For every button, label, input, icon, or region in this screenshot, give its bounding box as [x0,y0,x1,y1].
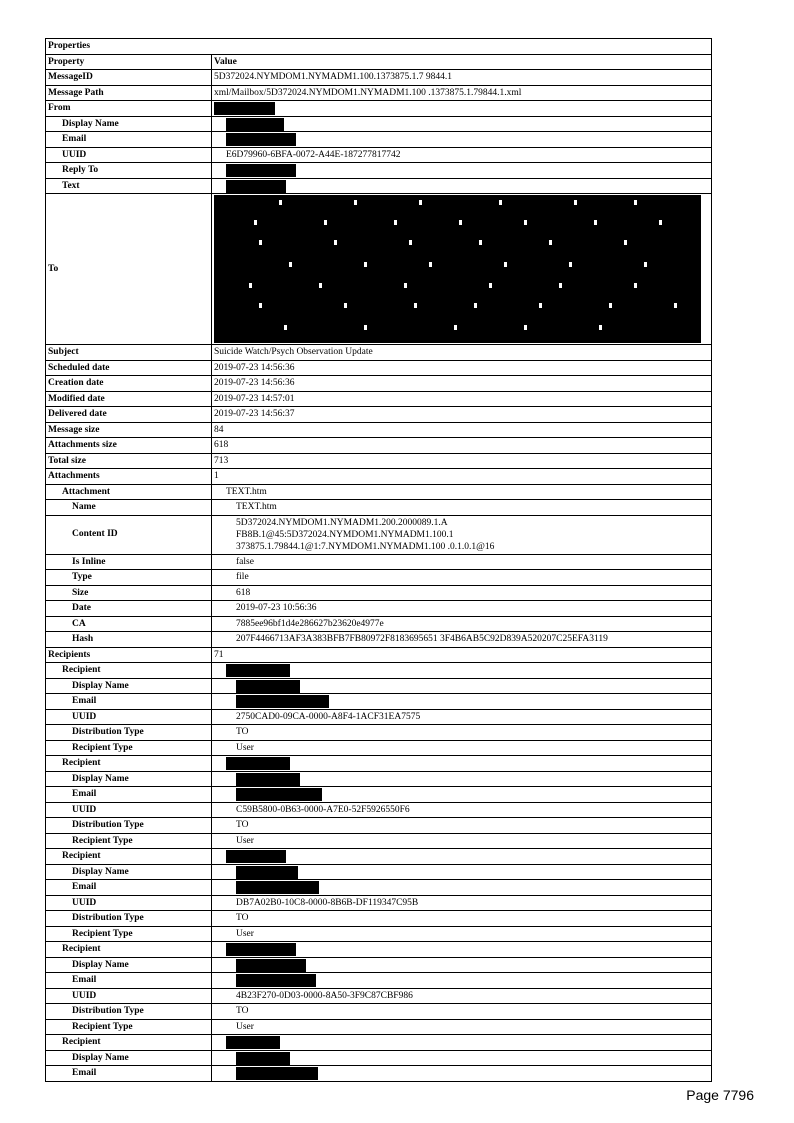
table-row [45,194,712,345]
recipients-count-value: 71 [214,649,224,660]
table-row [45,148,712,164]
table-row [45,485,712,501]
recipient-type-value: User [236,1021,254,1032]
recipient-value [212,849,711,864]
recipient-email-value [212,880,711,895]
table-row [45,1020,712,1036]
content-id-line: 373875.1.79844.1@1:7.NYMDOM1.NYMADM1.100 .0.1.0.1@16 [236,541,495,552]
table-row [45,101,712,117]
redaction-block [226,118,284,131]
row-label: Attachments [46,469,212,484]
header-row [45,55,712,71]
row-label: Display Name [46,117,212,132]
table-row [45,500,712,516]
row-label: Email [46,1066,212,1081]
redaction-block [236,695,329,708]
row-label: UUID [46,989,212,1004]
row-label: MessageID [46,70,212,85]
page-number: Page 7796 [686,1087,754,1103]
recipient-uuid-value: 2750CAD0-09CA-0000-A8F4-1ACF31EA7575 [236,711,421,722]
row-label: Attachment [46,485,212,500]
table-row [45,132,712,148]
row-label: Recipient Type [46,1020,212,1035]
row-label: Modified date [46,392,212,407]
redaction-block [226,757,290,770]
distribution-type-value: TO [236,913,249,923]
row-label: Scheduled date [46,361,212,376]
table-row [45,896,712,912]
table-row [45,617,712,633]
row-label: Distribution Type [46,911,212,926]
table-row [45,787,712,803]
redaction-block [236,959,306,972]
subject-value: Suicide Watch/Psych Observation Update [214,347,373,357]
row-label: Reply To [46,163,212,178]
scheduled-date-value: 2019-07-23 14:56:36 [214,362,295,373]
table-row [45,454,712,470]
row-label: Display Name [46,865,212,880]
table-row [45,361,712,377]
from-value [212,101,711,116]
recipient-email-value [212,973,711,988]
row-label: Recipient [46,1035,212,1050]
table-row [45,694,712,710]
row-label: Display Name [46,958,212,973]
row-label: Message Path [46,86,212,101]
row-label: Creation date [46,376,212,391]
redaction-block [236,788,322,801]
table-row [45,1066,712,1082]
row-label: UUID [46,803,212,818]
redaction-block [236,1052,290,1065]
reply-text-value [212,179,711,194]
table-row [45,989,712,1005]
properties-table [45,38,712,1082]
table-row [45,1051,712,1067]
from-email-value [212,132,711,147]
distribution-type-value: TO [236,727,249,737]
row-label: Size [46,586,212,601]
redaction-block [214,195,701,343]
table-row [45,741,712,757]
redaction-block [226,943,296,956]
recipient-type-value: User [236,835,254,846]
header-value: Value [214,56,237,67]
table-row [45,407,712,423]
ca-value: 7885ee96bf1d4e286627b23620e4977e [236,618,384,629]
recipient-type-value: User [236,928,254,939]
size-value: 618 [236,587,251,598]
creation-date-value: 2019-07-23 14:56:36 [214,378,295,388]
reply-to-value [212,163,711,178]
table-row [45,469,712,485]
row-label: Distribution Type [46,725,212,740]
table-row [45,973,712,989]
recipient-display-name-value [212,865,711,880]
redaction-block [226,850,286,863]
attachment-name-value: TEXT.htm [236,502,277,512]
row-label: Type [46,570,212,585]
row-label: Recipient [46,849,212,864]
redaction-block [226,180,286,193]
table-row [45,942,712,958]
table-row [45,70,712,86]
redaction-block [236,974,316,987]
row-label: Recipients [46,648,212,663]
table-row [45,756,712,772]
table-row [45,376,712,392]
from-display-name-value [212,117,711,132]
row-label: Distribution Type [46,1004,212,1019]
table-row [45,1035,712,1051]
table-row [45,803,712,819]
table-title-row [45,39,712,55]
recipient-value [212,942,711,957]
redaction-block [226,133,296,146]
table-row [45,818,712,834]
row-label: Message size [46,423,212,438]
recipient-email-value [212,787,711,802]
table-row [45,117,712,133]
row-label: Recipient Type [46,834,212,849]
hash-value: 207F4466713AF3A383BFB7FB80972F8183695651 3F4B6AB5C92D839A520207C25EFA3119 [236,634,608,644]
redaction-block [226,1036,280,1049]
table-row [45,772,712,788]
table-row [45,438,712,454]
row-label: Display Name [46,1051,212,1066]
row-label: Email [46,694,212,709]
table-row [45,725,712,741]
row-label: Recipient Type [46,927,212,942]
row-label: Date [46,601,212,616]
attachments-count-value: 1 [214,471,219,481]
row-label: Recipient [46,942,212,957]
recipient-value [212,1035,711,1050]
recipient-display-name-value [212,1051,711,1066]
table-row [45,555,712,571]
table-row [45,601,712,617]
to-value [212,194,711,344]
recipient-uuid-value: 4B23F270-0D03-0000-8A50-3F9C87CBF986 [236,990,413,1001]
table-row [45,345,712,361]
row-label: Email [46,132,212,147]
table-row [45,710,712,726]
row-label: UUID [46,896,212,911]
table-row [45,516,712,555]
table-row [45,163,712,179]
table-row [45,86,712,102]
row-label: Is Inline [46,555,212,570]
row-label: Delivered date [46,407,212,422]
type-value: file [236,572,249,582]
table-row [45,392,712,408]
recipient-display-name-value [212,679,711,694]
header-property: Property [46,55,212,70]
row-label: Name [46,500,212,515]
delivered-date-value: 2019-07-23 14:56:37 [214,409,295,419]
redaction-block [236,866,298,879]
row-label: Distribution Type [46,818,212,833]
redaction-block [226,164,296,177]
table-row [45,679,712,695]
table-row [45,570,712,586]
row-label: From [46,101,212,116]
recipient-display-name-value [212,772,711,787]
modified-date-value: 2019-07-23 14:57:01 [214,393,295,404]
content-id-line: 5D372024.NYMDOM1.NYMADM1.200.2000089.1.A [236,517,448,528]
table-row [45,648,712,664]
recipient-value [212,663,711,678]
recipient-uuid-value: C59B5800-0B63-0000-A7E0-52F5926550F6 [236,804,410,815]
attachments-size-value: 618 [214,440,229,450]
recipient-email-value [212,1066,711,1081]
table-row [45,958,712,974]
table-row [45,1004,712,1020]
table-title: Properties [48,41,91,51]
table-row [45,632,712,648]
redaction-block [236,1067,318,1080]
row-label: Email [46,973,212,988]
from-uuid-value: E6D79960-6BFA-0072-A44E-187277817742 [226,149,401,160]
redaction-block [236,881,319,894]
row-label: Text [46,179,212,194]
message-id-value: 5D372024.NYMDOM1.NYMADM1.100.1373875.1.7 9844.1 [214,72,453,82]
table-row [45,586,712,602]
recipient-display-name-value [212,958,711,973]
row-label: Hash [46,632,212,647]
row-label: To [46,194,212,344]
row-label: Attachments size [46,438,212,453]
row-label: Content ID [46,516,212,554]
table-row [45,663,712,679]
message-path-value: xml/Mailbox/5D372024.NYMDOM1.NYMADM1.100 .1373875.1.79844.1.xml [214,87,522,98]
recipient-uuid-value: DB7A02B0-10C8-0000-8B6B-DF119347C95B [236,897,419,908]
row-label: CA [46,617,212,632]
row-label: UUID [46,710,212,725]
total-size-value: 713 [214,455,229,466]
row-label: Total size [46,454,212,469]
row-label: Subject [46,345,212,360]
content-id-value [212,516,711,554]
row-label: Email [46,787,212,802]
table-row [45,849,712,865]
recipient-type-value: User [236,742,254,753]
table-row [45,865,712,881]
distribution-type-value: TO [236,1006,249,1016]
table-row [45,880,712,896]
table-row [45,423,712,439]
table-row [45,927,712,943]
content-id-line: FB8B.1@45:5D372024.NYMDOM1.NYMADM1.100.1 [236,529,454,540]
table-row [45,834,712,850]
row-label: Recipient Type [46,741,212,756]
row-label: Recipient [46,756,212,771]
recipient-value [212,756,711,771]
date-value: 2019-07-23 10:56:36 [236,603,317,613]
redaction-block [236,680,300,693]
row-label: Email [46,880,212,895]
attachment-value: TEXT.htm [226,486,267,497]
distribution-type-value: TO [236,820,249,830]
recipient-email-value [212,694,711,709]
row-label: Display Name [46,679,212,694]
redaction-block [214,102,275,115]
row-label: UUID [46,148,212,163]
table-row [45,179,712,195]
message-size-value: 84 [214,424,224,435]
redaction-block [236,773,300,786]
table-row [45,911,712,927]
is-inline-value: false [236,556,254,567]
row-label: Display Name [46,772,212,787]
row-label: Recipient [46,663,212,678]
redaction-block [226,664,290,677]
